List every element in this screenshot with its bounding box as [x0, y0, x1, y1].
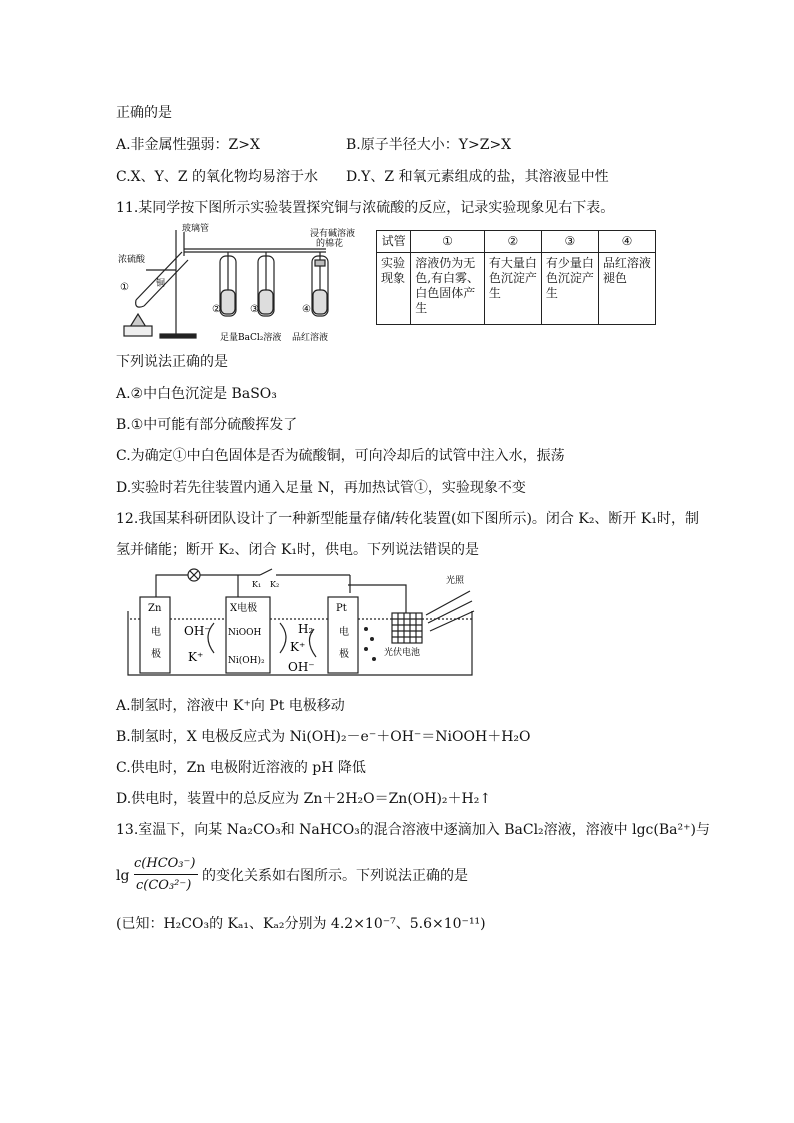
label-zn-e2: 极 — [151, 649, 161, 660]
table-header: 试管 — [377, 231, 411, 253]
option-a: A.制氢时，溶液中 K⁺向 Pt 电极移动 — [116, 698, 345, 714]
table-cell: 品红溶液褪色 — [598, 253, 655, 325]
label-bacl2: 足量BaCl₂溶液 — [220, 333, 282, 343]
label-k-2: K⁺ — [290, 640, 306, 654]
label-niooh: NiOOH — [228, 628, 262, 638]
label-tube-2: ② — [212, 304, 221, 315]
label-tube-4: ④ — [302, 304, 311, 315]
text-line: 正确的是 — [116, 105, 172, 121]
table-header: ④ — [598, 231, 655, 253]
option-d: D.实验时若先往装置内通入足量 N，再加热试管①，实验现象不变 — [116, 480, 526, 496]
option-a: A.非金属性强弱：Z>X — [116, 137, 260, 153]
question-12-cont: 氢并储能；断开 K₂、闭合 K₁时，供电。下列说法错误的是 — [116, 542, 480, 558]
table-row-label: 实验现象 — [377, 253, 411, 325]
table-header: ① — [411, 231, 485, 253]
label-tube-3: ③ — [250, 304, 259, 315]
label-oh-1: OH⁻ — [184, 624, 211, 638]
question-11-stem: 下列说法正确的是 — [116, 354, 228, 370]
option-c: C.为确定①中白色固体是否为硫酸铜，可向冷却后的试管中注入水，振荡 — [116, 448, 565, 464]
label-x-electrode: X电极 — [230, 603, 258, 614]
label-conc-acid: 浓硫酸 — [118, 255, 146, 265]
label-light: 光照 — [446, 576, 465, 586]
question-13-note: (已知：H₂CO₃的 Kₐ₁、Kₐ₂分别为 4.2×10⁻⁷、5.6×10⁻¹¹) — [116, 916, 486, 932]
table-cell: 有大量白色沉淀产生 — [484, 253, 541, 325]
option-a: A.②中白色沉淀是 BaSO₃ — [116, 386, 277, 402]
fraction-bar — [134, 874, 198, 875]
table-cell: 有少量白色沉淀产生 — [541, 253, 598, 325]
table-cell: 溶液仍为无色,有白雾、白色固体产生 — [411, 253, 485, 325]
label-pv-cell: 光伏电池 — [384, 648, 421, 658]
label-pt-e2: 极 — [339, 649, 349, 660]
label-pinhong: 品红溶液 — [292, 333, 329, 343]
question-11: 11.某同学按下图所示实验装置探究铜与浓硫酸的反应，记录实验现象见右下表。 — [116, 200, 615, 216]
fraction-lg: lg — [116, 868, 130, 884]
option-b: B.原子半径大小：Y>Z>X — [346, 137, 512, 153]
option-b: B.制氢时，X 电极反应式为 Ni(OH)₂－e⁻＋OH⁻＝NiOOH＋H₂O — [116, 729, 531, 745]
observation-table — [376, 230, 656, 325]
label-zn-e1: 电 — [151, 627, 161, 638]
label-k-1: K⁺ — [188, 650, 204, 664]
label-k1-switch: K₁ — [252, 580, 262, 589]
option-c: C.X、Y、Z 的氧化物均易溶于水 — [116, 169, 319, 185]
label-h2: H₂ — [298, 622, 314, 636]
fraction-numerator: c(HCO₃⁻) — [134, 856, 196, 871]
question-12: 12.我国某科研团队设计了一种新型能量存储/转化装置(如下图所示)。闭合 K₂、断开 K₁时，制 — [116, 511, 699, 527]
question-13: 13.室温下，向某 Na₂CO₃和 NaHCO₃的混合溶液中逐滴加入 BaCl₂溶液，溶液中 lgc(Ba²⁺)与 — [116, 822, 710, 838]
label-glass-tube: 玻璃管 — [182, 224, 210, 234]
label-tube-1: ① — [120, 282, 129, 293]
option-c: C.供电时，Zn 电极附近溶液的 pH 降低 — [116, 760, 366, 776]
label-nioh: Ni(OH)₂ — [228, 656, 265, 666]
figure-12-device — [120, 563, 490, 688]
label-zn: Zn — [148, 603, 162, 614]
label-copper: 铜 — [156, 279, 166, 289]
table-header: ③ — [541, 231, 598, 253]
label-cotton-2: 的棉花 — [316, 239, 344, 249]
option-d: D.供电时，装置中的总反应为 Zn＋2H₂O＝Zn(OH)₂＋H₂↑ — [116, 791, 492, 807]
question-13-cont: 的变化关系如右图所示。下列说法正确的是 — [202, 868, 468, 884]
label-oh-2: OH⁻ — [288, 660, 315, 674]
label-k2-switch: K₂ — [270, 580, 280, 589]
label-cotton: 浸有碱溶液 — [310, 229, 356, 239]
label-pt: Pt — [336, 603, 347, 614]
figure-11-apparatus — [116, 222, 366, 347]
label-pt-e1: 电 — [339, 627, 349, 638]
option-b: B.①中可能有部分硫酸挥发了 — [116, 417, 298, 433]
option-d: D.Y、Z 和氧元素组成的盐，其溶液显中性 — [346, 169, 609, 185]
table-header: ② — [484, 231, 541, 253]
fraction-denominator: c(CO₃²⁻) — [136, 878, 192, 893]
